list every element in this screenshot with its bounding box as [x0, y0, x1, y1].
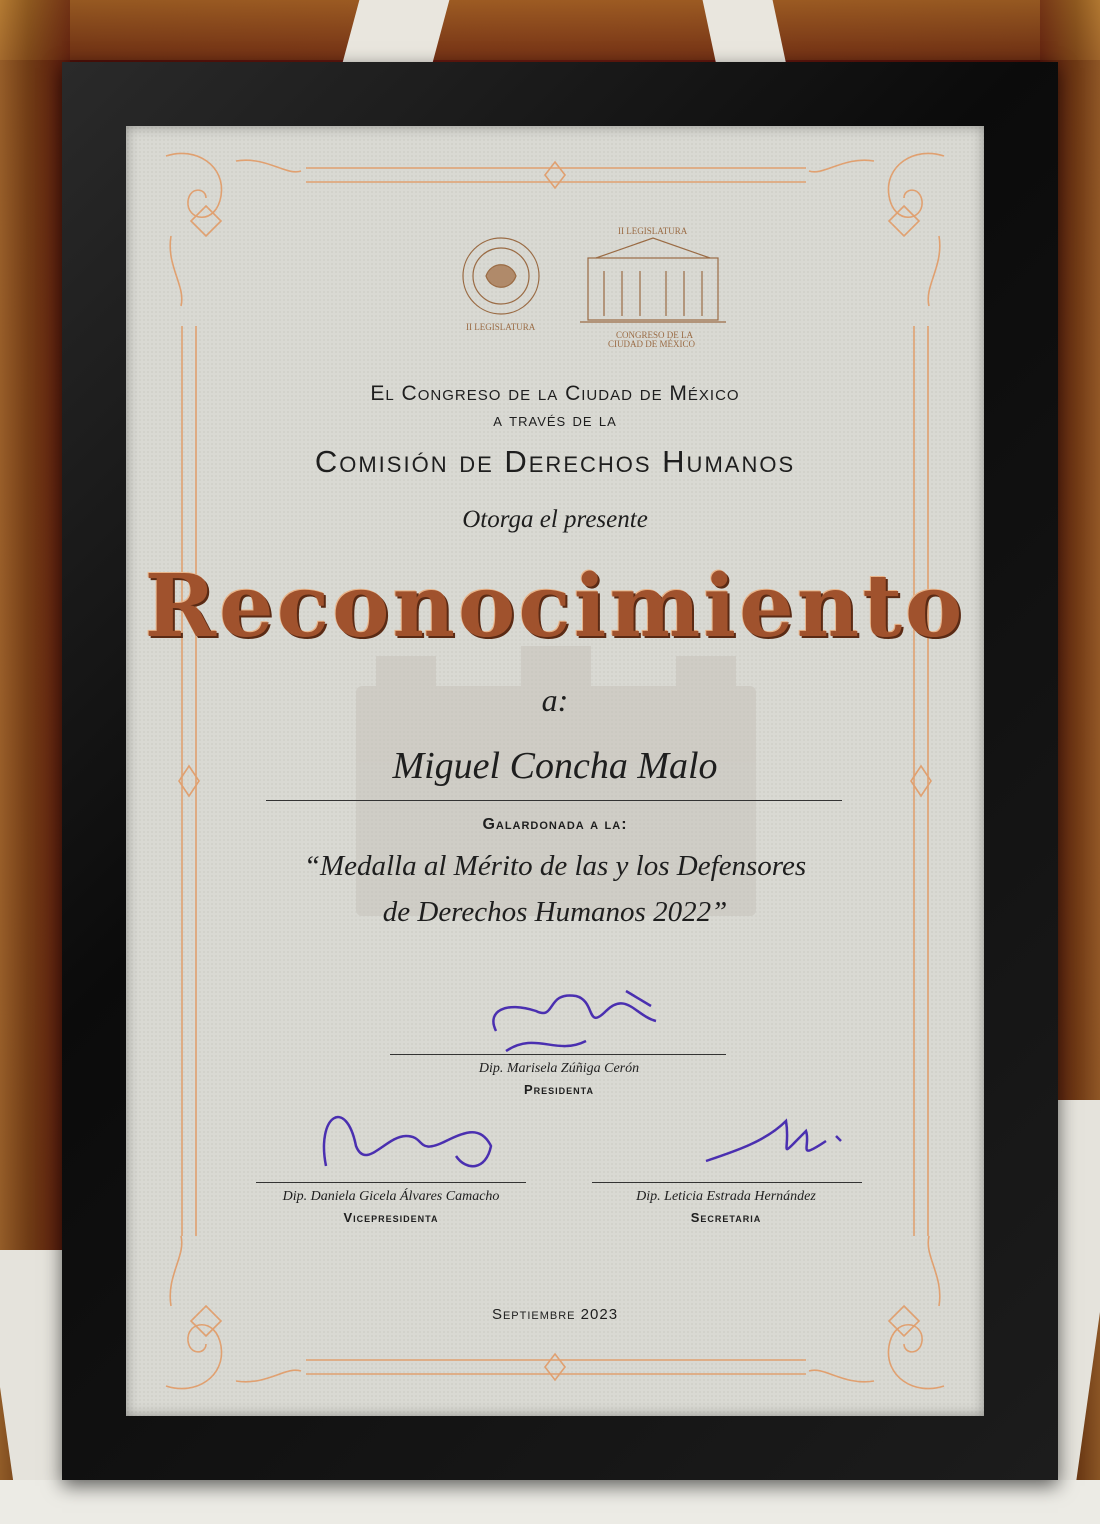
corner-flourish-top-left	[166, 153, 301, 306]
certificate-date: Septiembre 2023	[491, 1306, 619, 1323]
easel-base	[0, 1480, 1100, 1524]
congress-seal-logo	[463, 238, 539, 314]
signature-secretaria	[686, 1101, 856, 1181]
issuer-line-2: a través de la	[493, 410, 617, 431]
awarded-label: Galardonada a la:	[482, 816, 628, 833]
easel-top-right	[703, 0, 788, 70]
signature-line-secretaria	[592, 1182, 862, 1183]
background-gold-top	[0, 0, 1100, 60]
signature-line-vicepresidenta	[256, 1182, 526, 1183]
signatory-role-vicepresidenta: Vicepresidenta	[343, 1210, 439, 1225]
issuer-line-1: El Congreso de la Ciudad de México	[370, 382, 740, 405]
to-label: a:	[541, 682, 569, 718]
corner-flourish-top-right	[809, 153, 944, 306]
left-logo-caption: II LEGISLATURA	[466, 322, 536, 332]
easel-top-left	[341, 0, 450, 70]
signatory-name-vicepresidenta: Dip. Daniela Gicela Álvares Camacho	[282, 1189, 500, 1204]
congress-building-logo	[580, 238, 726, 322]
right-logo-caption-top: II LEGISLATURA	[618, 226, 688, 236]
signatory-role-presidenta: Presidenta	[523, 1082, 594, 1097]
signatory-name-presidenta: Dip. Marisela Zúñiga Cerón	[478, 1061, 640, 1076]
signature-presidenta	[476, 971, 676, 1071]
signatory-name-secretaria: Dip. Leticia Estrada Hernández	[636, 1189, 816, 1204]
recipient-name: Miguel Concha Malo	[392, 745, 718, 787]
right-logo-caption-bottom-1: CONGRESO DE LA	[616, 330, 694, 340]
commission-name: Comisión de Derechos Humanos	[314, 444, 796, 479]
signature-line-presidenta	[390, 1054, 726, 1055]
right-logo-caption-bottom-2: CIUDAD DE MÉXICO	[608, 339, 695, 349]
certificate-title: Reconocimiento	[144, 556, 966, 657]
grants-line: Otorga el presente	[462, 506, 648, 533]
award-name-line-1: “Medalla al Mérito de las y los Defensores	[303, 850, 807, 882]
signature-vicepresidenta	[306, 1076, 506, 1186]
award-name-line-2: de Derechos Humanos 2022”	[382, 896, 728, 928]
signatory-role-secretaria: Secretaria	[690, 1210, 762, 1225]
certificate-paper	[126, 126, 984, 1416]
recipient-underline	[266, 800, 842, 801]
